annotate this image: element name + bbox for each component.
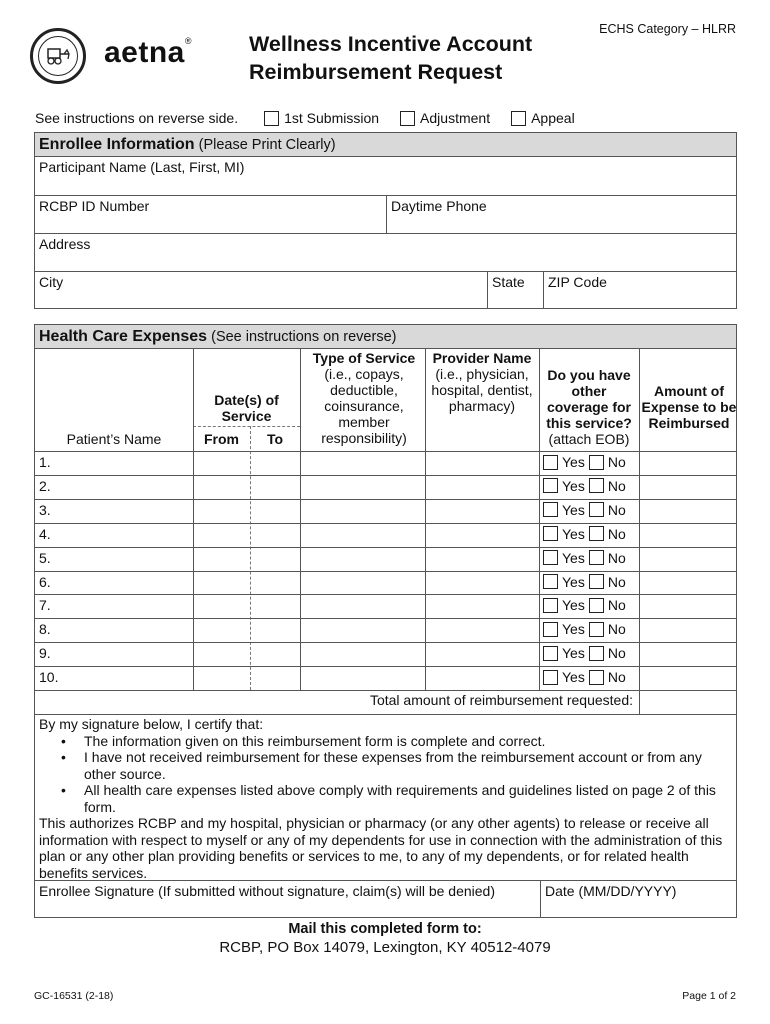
grid-line xyxy=(35,594,736,595)
from-column-header: From xyxy=(204,431,239,447)
expenses-section-header: Health Care Expenses (See instructions on reverse) xyxy=(35,325,736,349)
amount-column-header: Amount of Expense to be Reimbursed xyxy=(641,383,737,431)
other-coverage-choice xyxy=(543,597,643,613)
other-coverage-choice xyxy=(543,502,643,518)
coverage-no-checkbox[interactable] xyxy=(589,598,604,613)
other-coverage-choice xyxy=(543,526,643,542)
certification-bullet: • The information given on this reimbursement form is complete and correct. xyxy=(61,733,732,750)
adjustment-option[interactable]: Adjustment xyxy=(400,110,490,126)
yes-label: Yes xyxy=(562,621,585,638)
address-field[interactable]: Address xyxy=(39,236,91,252)
participant-name-row xyxy=(35,157,736,195)
grid-line xyxy=(35,642,736,643)
yes-label: Yes xyxy=(562,454,585,470)
coverage-no-checkbox[interactable] xyxy=(589,502,604,517)
row-number: 7. xyxy=(39,597,51,614)
rcbp-id-field[interactable]: RCBP ID Number xyxy=(39,198,150,214)
coverage-yes-checkbox[interactable] xyxy=(543,598,558,613)
other-coverage-choice xyxy=(543,454,643,470)
dates-divider xyxy=(193,426,300,427)
to-column-header: To xyxy=(266,431,284,447)
certification-bullet: • I have not received reimbursement for these expenses from the reimbursement account or from any other source. xyxy=(61,749,732,782)
grid-line xyxy=(35,547,736,548)
participant-name-field[interactable]: Participant Name (Last, First, MI) xyxy=(39,159,245,175)
coverage-yes-checkbox[interactable] xyxy=(543,670,558,685)
address-row xyxy=(35,233,736,271)
dates-of-service-column-header: Date(s) of Service xyxy=(214,392,279,424)
coverage-no-checkbox[interactable] xyxy=(589,478,604,493)
coverage-yes-checkbox[interactable] xyxy=(543,478,558,493)
stagecoach-icon xyxy=(45,47,71,65)
no-label: No xyxy=(607,597,626,614)
adjustment-checkbox[interactable] xyxy=(400,111,415,126)
health-care-expenses-section xyxy=(34,324,737,918)
row-number: 10. xyxy=(39,669,59,686)
yes-label: Yes xyxy=(562,501,585,518)
yes-label: Yes xyxy=(562,669,585,686)
grid-line xyxy=(250,426,251,690)
no-label: No xyxy=(607,454,626,470)
seal-logo xyxy=(30,28,86,84)
coverage-no-checkbox[interactable] xyxy=(589,670,604,685)
row-number: 3. xyxy=(39,501,51,518)
row-number: 5. xyxy=(39,549,51,566)
coverage-yes-checkbox[interactable] xyxy=(543,526,558,541)
row-number: 8. xyxy=(39,621,51,638)
form-title: Wellness Incentive Account Reimbursement Request xyxy=(249,32,533,84)
row-number: 4. xyxy=(39,525,51,542)
first-submission-option[interactable]: 1st Submission xyxy=(264,110,379,126)
type-of-service-column-header: Type of Service (i.e., copays, deductible, coinsurance, member responsibility) xyxy=(312,350,416,446)
other-coverage-choice xyxy=(543,574,643,590)
no-label: No xyxy=(607,621,626,638)
other-coverage-choice xyxy=(543,621,643,637)
coverage-yes-checkbox[interactable] xyxy=(543,455,558,470)
coverage-no-checkbox[interactable] xyxy=(589,526,604,541)
daytime-phone-field[interactable]: Daytime Phone xyxy=(386,196,736,233)
grid-line xyxy=(35,618,736,619)
total-amount-field[interactable] xyxy=(640,691,736,714)
coverage-no-checkbox[interactable] xyxy=(589,574,604,589)
page-number: Page 1 of 2 xyxy=(682,990,736,1002)
first-submission-checkbox[interactable] xyxy=(264,111,279,126)
city-state-zip-row xyxy=(35,271,736,309)
grid-line xyxy=(35,690,736,691)
enrollee-information-section xyxy=(34,132,737,309)
state-field[interactable]: State xyxy=(487,272,543,309)
yes-label: Yes xyxy=(562,573,585,590)
coverage-yes-checkbox[interactable] xyxy=(543,574,558,589)
coverage-yes-checkbox[interactable] xyxy=(543,622,558,637)
other-coverage-choice xyxy=(543,478,643,494)
category-label: ECHS Category – HLRR xyxy=(599,22,736,36)
grid-line xyxy=(300,349,301,690)
row-number: 9. xyxy=(39,645,51,662)
no-label: No xyxy=(607,669,626,686)
no-label: No xyxy=(607,525,626,542)
no-label: No xyxy=(607,477,626,494)
row-number: 6. xyxy=(39,573,51,590)
row-number: 1. xyxy=(39,454,51,470)
form-number: GC-16531 (2-18) xyxy=(34,990,114,1002)
no-label: No xyxy=(607,645,626,662)
zip-code-field[interactable]: ZIP Code xyxy=(543,272,736,309)
grid-line xyxy=(35,499,736,500)
signature-date-field[interactable]: Date (MM/DD/YYYY) xyxy=(545,883,677,899)
id-phone-row xyxy=(35,195,736,233)
grid-line xyxy=(35,571,736,572)
certification-bullet: • All health care expenses listed above comply with requirements and guidelines listed on page 2 of this form. xyxy=(61,782,732,815)
yes-label: Yes xyxy=(562,477,585,494)
enrollee-signature-field[interactable]: Enrollee Signature (If submitted without signature, claim(s) will be denied) xyxy=(39,883,495,899)
coverage-yes-checkbox[interactable] xyxy=(543,502,558,517)
yes-label: Yes xyxy=(562,549,585,566)
coverage-no-checkbox[interactable] xyxy=(589,550,604,565)
other-coverage-column-header: Do you have other coverage for this service? (attach EOB) xyxy=(546,367,632,447)
instructions-note: See instructions on reverse side. xyxy=(35,110,239,126)
appeal-checkbox[interactable] xyxy=(511,111,526,126)
submission-type-row xyxy=(35,108,745,128)
no-label: No xyxy=(607,549,626,566)
no-label: No xyxy=(607,573,626,590)
grid-line xyxy=(35,714,736,715)
total-amount-label: Total amount of reimbursement requested: xyxy=(369,692,633,708)
certification-text: By my signature below, I certify that: • The information given on this reimbursement form is complete and correct. • I have not received reimbursement for these expenses from the reimbursement account or from any other source. • All health care expenses listed above comply with requirements and guidelines listed on page 2 of this form. This authorizes RCBP and my hospital, physician or pharmacy (or any other agents) to release or receive all information with respect to myself or any of my dependents for use in connection with the administration of this plan or any other plan providing benefits or services to me, to any of my dependents, or for related health benefits services. xyxy=(39,716,732,881)
grid-line xyxy=(35,475,736,476)
coverage-no-checkbox[interactable] xyxy=(589,455,604,470)
patient-name-column-header: Patient’s Name xyxy=(66,431,162,447)
other-coverage-choice xyxy=(543,645,643,661)
authorization-text: This authorizes RCBP and my hospital, physician or pharmacy (or any other agents) to release or receive all information with respect to myself or any of my dependents for use in connection with the administration of this plan or any other plan providing benefits or services to me, to any of my dependents, or for related health benefits services. xyxy=(39,815,723,881)
no-label: No xyxy=(607,501,626,518)
coverage-yes-checkbox[interactable] xyxy=(543,646,558,661)
grid-line xyxy=(35,523,736,524)
coverage-no-checkbox[interactable] xyxy=(589,646,604,661)
other-coverage-choice xyxy=(543,669,643,685)
city-field[interactable]: City xyxy=(39,274,64,290)
yes-label: Yes xyxy=(562,645,585,662)
grid-line xyxy=(35,666,736,667)
mail-address: RCBP, PO Box 14079, Lexington, KY 40512-4079 xyxy=(219,939,551,956)
row-number: 2. xyxy=(39,477,51,494)
grid-line xyxy=(193,349,194,690)
yes-label: Yes xyxy=(562,525,585,542)
grid-line xyxy=(35,451,736,452)
mail-instructions-title: Mail this completed form to: xyxy=(288,921,482,937)
brand-logo: aetna® xyxy=(104,36,193,69)
grid-line xyxy=(539,349,540,690)
other-coverage-choice xyxy=(543,550,643,566)
appeal-option[interactable]: Appeal xyxy=(511,110,575,126)
provider-name-column-header: Provider Name (i.e., physician, hospital, dentist, pharmacy) xyxy=(431,350,533,414)
yes-label: Yes xyxy=(562,597,585,614)
enrollee-section-header: Enrollee Information (Please Print Clearly) xyxy=(35,133,736,157)
coverage-no-checkbox[interactable] xyxy=(589,622,604,637)
grid-line xyxy=(425,349,426,690)
coverage-yes-checkbox[interactable] xyxy=(543,550,558,565)
